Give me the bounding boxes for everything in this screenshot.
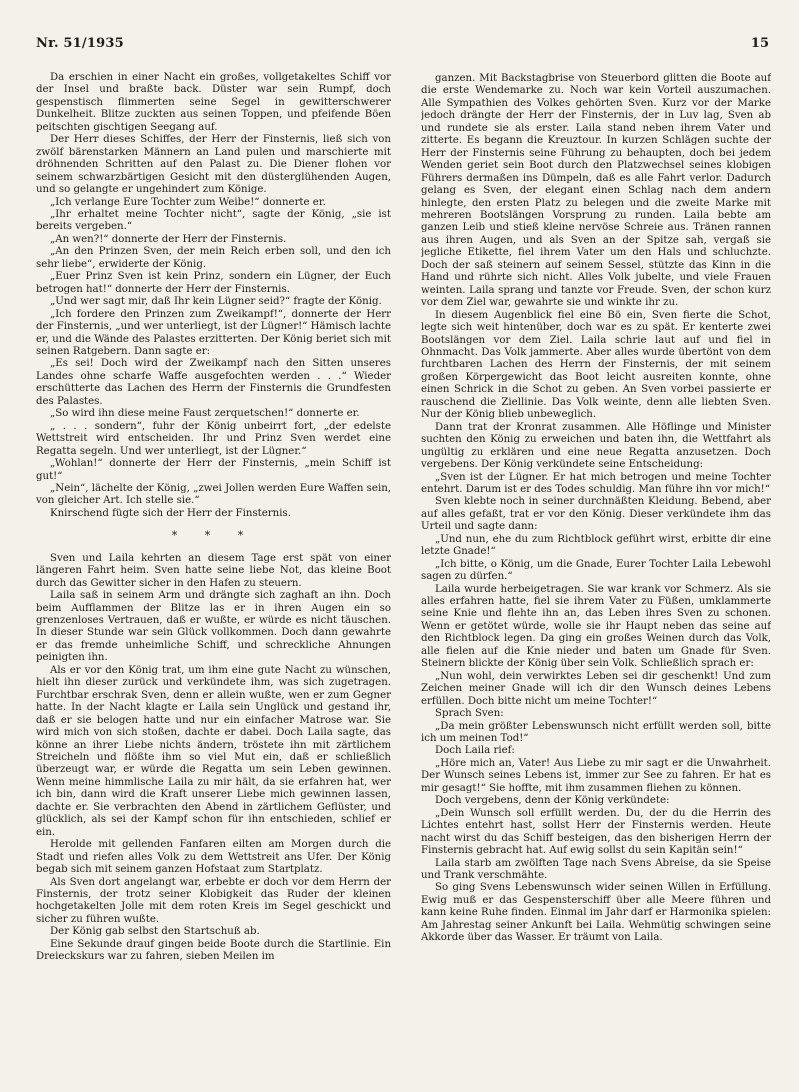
paragraph: Laila saß in seinem Arm und drängte sich zaghaft an ihn. Doch beim Aufflammen der Blitze las er in ihren Augen ein so grenzenloses Vertrauen, daß er wußte, er würde es nicht täuschen. In dieser Stunde war sein Glück vollkommen. Doch dann gewahrte er das fremde unheimliche Schiff, und schreckliche Ahnungen peinigten ihn. xyxy=(36,590,391,664)
paragraph: Der König gab selbst den Startschuß ab. xyxy=(50,926,260,938)
paragraph: „An den Prinzen Sven, der mein Reich erben soll, und den ich sehr liebe“, erwiderte der König. xyxy=(36,246,391,270)
paragraph: Dann trat der Kronrat zusammen. Alle Höflinge und Minister suchten den König zu erweichen und baten ihn, die Wettfahrt als ungültig zu erklären und eine neue Regatta anzusetzen. Doch vergebens. Der König verkündete seine Entscheidung: xyxy=(421,421,771,471)
paragraph: Laila starb am zwölften Tage nach Svens Abreise, da sie Speise und Trank verschmähte. xyxy=(421,857,771,881)
paragraph: „Euer Prinz Sven ist kein Prinz, sondern ein Lügner, der Euch betrogen hat!“ donnerte der Herr der Finsternis. xyxy=(36,271,391,295)
paragraph: ganzen. Mit Backstagbrise von Steuerbord glitten die Boote auf die erste Wendemarke zu. Noch war kein Vorteil auszumachen. Alle Sympathien des Volkes gehörten Sven. Kurz vor der Marke jedoch drängte der Herr der Finsternis, der in Luv lag, Sven ab und rundete sie als erster. Laila stand neben ihrem Vater und zitterte. Es begann die Kreuztour. In kurzen Schlägen suchte der Herr der Finsternis seine Führung zu behaupten, doch bei jedem Wenden geriet sein Boot durch den Platzwechsel seines klobigen Führers dermaßen ins Dümpeln, daß es alle Fahrt verlor. Dadurch gelang es Sven, der elegant einen Schlag nach dem andern hinlegte, den ersten Platz zu belegen und die zweite Marke mit mehreren Bootslängen Vorsprung zu runden. Laila bebte am ganzen Leib und stieß kleine nervöse Schreie aus. Tränen rannen aus ihren Augen, und als Sven an der Spitze sah, vergaß sie jegliche Etikette, fiel ihrem Vater um den Hals und schluchzte. Doch der saß steinern auf seinem Sessel, stützte das Kinn in die Hand und rührte sich nicht. Alles Volk jubelte, und viele Frauen weinten. Laila sprang und tanzte vor Freude. Sven, der schon kurz vor dem Ziel war, gewahrte sie und winkte ihr zu. xyxy=(421,73,771,309)
paragraph: Eine Sekunde drauf gingen beide Boote durch die Startlinie. Ein Dreieckskurs war zu fahren, sieben Meilen im xyxy=(36,938,391,963)
paragraph: „Und nun, ehe du zum Richtblock geführt wirst, erbitte dir eine letzte Gnade!“ xyxy=(421,533,771,558)
paragraph: „Ihr erhaltet meine Tochter nicht“, sagte der König, „sie ist bereits vergeben.“ xyxy=(36,208,391,233)
paragraph: Laila wurde herbeigetragen. Sie war krank vor Schmerz. Als sie alles erfahren hatte, fiel sie ihrem Vater zu Füßen, umklammerte seine Knie und flehte ihn an, das Leben ihres Sven zu schonen. Wenn er getötet würde, wolle sie ihr Haupt neben das seine auf den Richtblock legen. Da ging ein großes Weinen durch das Volk, alle fielen auf die Knie nieder und baten um Gnade für Sven. Steinern blickte der König über sein Volk. Schließlich sprach er: xyxy=(421,583,771,670)
paragraph: Doch vergebens, denn der König verkündete: xyxy=(435,795,670,807)
paragraph: „An wen?!“ donnerte der Herr der Finsternis. xyxy=(50,233,287,245)
paragraph: Herolde mit gellenden Fanfaren eilten am Morgen durch die Stadt und riefen alles Volk zu dem Wettstreit ans Ufer. Der König begab sich mit seinem ganzen Hofstaat zum Startplatz. xyxy=(36,839,391,876)
paragraph: Sven und Laila kehrten an diesem Tage erst spät von einer längeren Fahrt heim. Sven hatte seine liebe Not, das kleine Boot durch das Gewitter sicher in den Hafen zu steuern. xyxy=(36,552,391,589)
section-separator: * * * xyxy=(171,529,256,543)
story-continuation xyxy=(421,73,771,945)
paragraph: Sven klebte noch in seiner durchnäßten Kleidung. Bebend, aber auf alles gefaßt, trat er vor den König. Dieser verkündete ihm das Urteil und sagte dann: xyxy=(421,496,771,533)
paragraph: So ging Svens Lebenswunsch wider seinen Willen in Erfüllung. Ewig muß er das Gespensterschiff über alle Meere führen und kann keine Ruhe finden. Einmal im Jahr darf er Harmonika spielen: Am Jahrestag seiner Ankunft bei Laila. Wehmütig schwingen seine Akkorde über das Wasser. Er träumt von Laila. xyxy=(421,882,771,944)
paragraph: Knirschend fügte sich der Herr der Finsternis. xyxy=(50,507,291,519)
paragraph: Doch Laila rief: xyxy=(435,745,515,757)
paragraph: „Nun wohl, dein verwirktes Leben sei dir geschenkt! Und zum Zeichen meiner Gnade will ich dir den Wunsch deines Lebens erfüllen. Doch bitte nicht um meine Tochter!“ xyxy=(421,670,771,707)
right-column xyxy=(421,73,771,1085)
paragraph: „Da mein größter Lebenswunsch nicht erfüllt werden soll, bitte ich um meinen Tod!“ xyxy=(421,720,771,745)
paragraph: Sprach Sven: xyxy=(435,708,504,720)
story-part-two xyxy=(36,553,391,964)
paragraph: Da erschien in einer Nacht ein großes, vollgetakeltes Schiff vor der Insel und braßte back. Düster war sein Rumpf, doch gespenstisch flimmerten seine Segel in gewitterschwerer Dunkelheit. Blitze zuckten aus seinen Toppen, und pfeifende Böen peitschten gischtigen Seegang auf. xyxy=(36,72,391,133)
paragraph: „Ich verlange Eure Tochter zum Weibe!“ donnerte er. xyxy=(50,196,326,208)
paragraph: „Es sei! Doch wird der Zweikampf nach den Sitten unseres Landes ohne scharfe Waffe ausgefochten werden . . .“ Wieder erschütterte das Lachen des Herrn der Finsternis die Grundfesten des Palastes. xyxy=(36,358,391,407)
paragraph: Als er vor den König trat, um ihm eine gute Nacht zu wünschen, hielt ihn dieser zurück und verkündete ihm, was sich zugetragen. Furchtbar erschrak Sven, denn er allein wußte, wen er zum Gegner hatte. In der Nacht klagte er Laila sein Unglück und gestand ihr, daß er sie belogen hatte und nur ein einfacher Matrose war. Sie wird mich von sich stoßen, dachte er dabei. Doch Laila sagte, das könne an ihrer Liebe nichts ändern, tröstete ihn mit zärtlichem Streicheln und flößte ihm so viel Mut ein, daß er schließlich überzeugt war, er würde die Regatta um sein Leben gewinnen. Wenn meine himmlische Laila zu mir hält, da sie erfahren hat, wer ich bin, dann wird die Kraft unserer Liebe mich gewinnen lassen, dachte er. Sie verbrachten den Abend in zärtlichem Geflüster, und glücklich, als sei der Kampf schon für ihn entschieden, schlief er ein. xyxy=(36,664,391,838)
paragraph: „So wird ihn diese meine Faust zerquetschen!“ donnerte er. xyxy=(50,408,360,420)
paragraph: „Ich bitte, o König, um die Gnade, Eurer Tochter Laila Lebewohl sagen zu dürfen.“ xyxy=(421,558,771,583)
paragraph: „Sven ist der Lügner. Er hat mich betrogen und meine Tochter entehrt. Darum ist er des Todes schuldig. Man führe ihn vor mich!“ xyxy=(421,471,771,495)
page-number: 15 xyxy=(750,36,769,51)
paragraph: „Dein Wunsch soll erfüllt werden. Du, der du die Herrin des Lichtes entehrt hast, sollst Herr der Finsternis werden. Heute nacht wirst du das Schiff besteigen, das den bisherigen Herrn der Finsternis gebracht hat. Auf ewig sollst du sein Kapitän sein!“ xyxy=(421,807,771,857)
paragraph: „Und wer sagt mir, daß Ihr kein Lügner seid?“ fragte der König. xyxy=(50,296,382,308)
paragraph: In diesem Augenblick fiel eine Bö ein, Sven fierte die Schot, legte sich weit hintenüber, doch war es zu spät. Er kenterte zwei Bootslängen vor dem Ziel. Laila schrie laut auf und fiel in Ohnmacht. Das Volk jammerte. Aber alles wurde übertönt von dem furchtbaren Lachen des Herrn der Finsternis, der mit seinem großen Körpergewicht das Boot leicht ausreiten konnte, ohne einen Schrick in die Schot zu geben. An Sven vorbei passierte er rauschend die Ziellinie. Das Volk weinte, denn alle liebten Sven. Nur der König blieb unbeweglich. xyxy=(421,309,771,421)
paragraph: Der Herr dieses Schiffes, der Herr der Finsternis, ließ sich von zwölf bärenstarken Männern an Land pulen und marschierte mit dröhnenden Schritten auf den Palast zu. Die Diener flohen vor seinem schwarzbärtigen Gesicht mit den düsterglühenden Augen, und so gelangte er ungehindert zum Könige. xyxy=(36,134,391,196)
story-part-one xyxy=(36,72,391,520)
paragraph: Als Sven dort angelangt war, erbebte er doch vor dem Herrn der Finsternis, der trotz seiner Klobigkeit das Ruder der kleinen hochgetakelten Jolle mit dem roten Kreis im Segel geschickt und sicher zu führen wußte. xyxy=(36,876,391,925)
paragraph: „Wohlan!“ donnerte der Herr der Finsternis, „mein Schiff ist gut!“ xyxy=(36,458,391,482)
paragraph: „Ich fordere den Prinzen zum Zweikampf!“, donnerte der Herr der Finsternis, „und wer unterliegt, ist der Lügner!“ Hämisch lachte er, und die Wände des Palastes erzitterten. Der König beriet sich mit seinen Ratgebern. Dann sagte er: xyxy=(36,308,391,357)
paragraph: „Höre mich an, Vater! Aus Liebe zu mir sagt er die Unwahrheit. Der Wunsch seines Lebens ist, immer zur See zu fahren. Er hat es mir gesagt!“ Sie hoffte, mit ihm zusammen fliehen zu können. xyxy=(421,757,771,794)
left-column xyxy=(36,72,391,1084)
issue-number: Nr. 51/1935 xyxy=(36,36,124,51)
paragraph: „Nein“, lächelte der König, „zwei Jollen werden Eure Waffen sein, von gleicher Art. Ich stelle sie.“ xyxy=(36,482,391,507)
paragraph: „ . . . sondern“, fuhr der König unbeirrt fort, „der edelste Wettstreit wird entscheiden. Ihr und Prinz Sven werdet eine Regatta segeln. Und wer unterliegt, ist der Lügner.“ xyxy=(36,420,391,457)
